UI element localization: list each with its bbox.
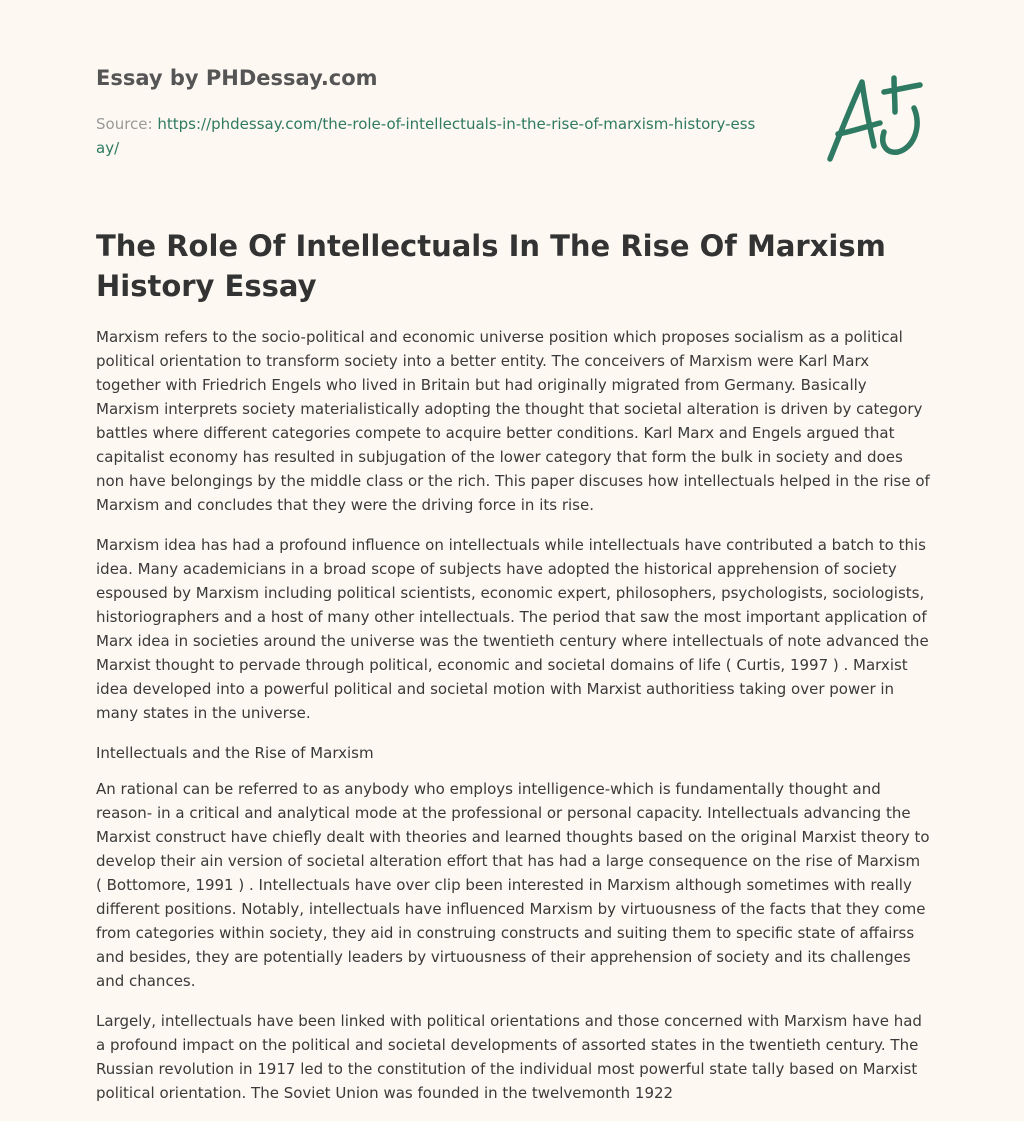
essay-body — [96, 325, 930, 1121]
header — [96, 0, 928, 180]
essay-paragraph: Marxism idea has had a profound influence on intellectuals while intellectuals have contributed a batch to this idea. Many academicians in a broad scope of subjects have adopted the historical apprehension of society espoused by Marxism including political scientists, economic expert, philosophers, psychologists, sociologists, historiographers and a host of many other intellectuals. The period that saw the most important application of Marx idea in societies around the universe was the twentieth century where intellectuals of note advanced the Marxist thought to pervade through political, economic and societal domains of life ( Curtis, 1997 ) . Marxist idea developed into a powerful political and societal motion with Marxist authoritiess taking over power in many states in the universe. — [96, 536, 929, 722]
essay-paragraph: An rational can be referred to as anybody who employs intelligence-which is fundamentally thought and reason- in a critical and analytical mode at the professional or personal capacity. Intellectuals advancing the Marxist construct have chiefly dealt with theories and learned thoughts based on the original Marxist theory to develop their ain version of societal alteration effort that has had a large consequence on the rise of Marxism ( Bottomore, 1991 ) . Intellectuals have over clip been interested in Marxism although sometimes with really different positions. Notably, intellectuals have influenced Marxism by virtuousness of the facts that they come from categories within society, they aid in construing constructs and suiting them to specific state of affairss and besides, they are potentially leaders by virtuousness of their apprehension of society and its challenges and chances. — [96, 780, 930, 990]
section-heading: Intellectuals and the Rise of Marxism — [96, 744, 374, 762]
source-label: Source: — [96, 115, 153, 133]
essay-paragraph: Marxism refers to the socio-political and economic universe position which proposes socialism as a political political orientation to transform society into a better entity. The conceivers of Marxism were Karl Marx together with Friedrich Engels who lived in Britain but had originally migrated from Germany. Basically Marxism interprets society materialistically adopting the thought that societal alteration is driven by category battles where different categories compete to acquire better conditions. Karl Marx and Engels argued that capitalist economy has resulted in subjugation of the lower category that form the bulk in society and does non have belongings by the middle class or the rich. This paper discuses how intellectuals helped in the rise of Marxism and concludes that they were the driving force in its rise. — [96, 328, 930, 514]
a-plus-logo-icon — [824, 68, 928, 164]
source-line — [96, 112, 756, 160]
essay-paragraph: Largely, intellectuals have been linked with political orientations and those concerned with Marxism have had a profound impact on the political and societal developments of assorted states in the twentieth century. The Russian revolution in 1917 led to the constitution of the individual most powerful state tally based on Marxist political orientation. The Soviet Union was founded in the twelvemonth 1922 — [96, 1012, 922, 1102]
source-link[interactable]: https://phdessay.com/the-role-of-intellectuals-in-the-rise-of-marxism-history-essay/ — [96, 115, 756, 157]
site-brand: Essay by PHDessay.com — [96, 66, 378, 90]
essay-title: The Role Of Intellectuals In The Rise Of Marxism History Essay — [96, 229, 886, 303]
